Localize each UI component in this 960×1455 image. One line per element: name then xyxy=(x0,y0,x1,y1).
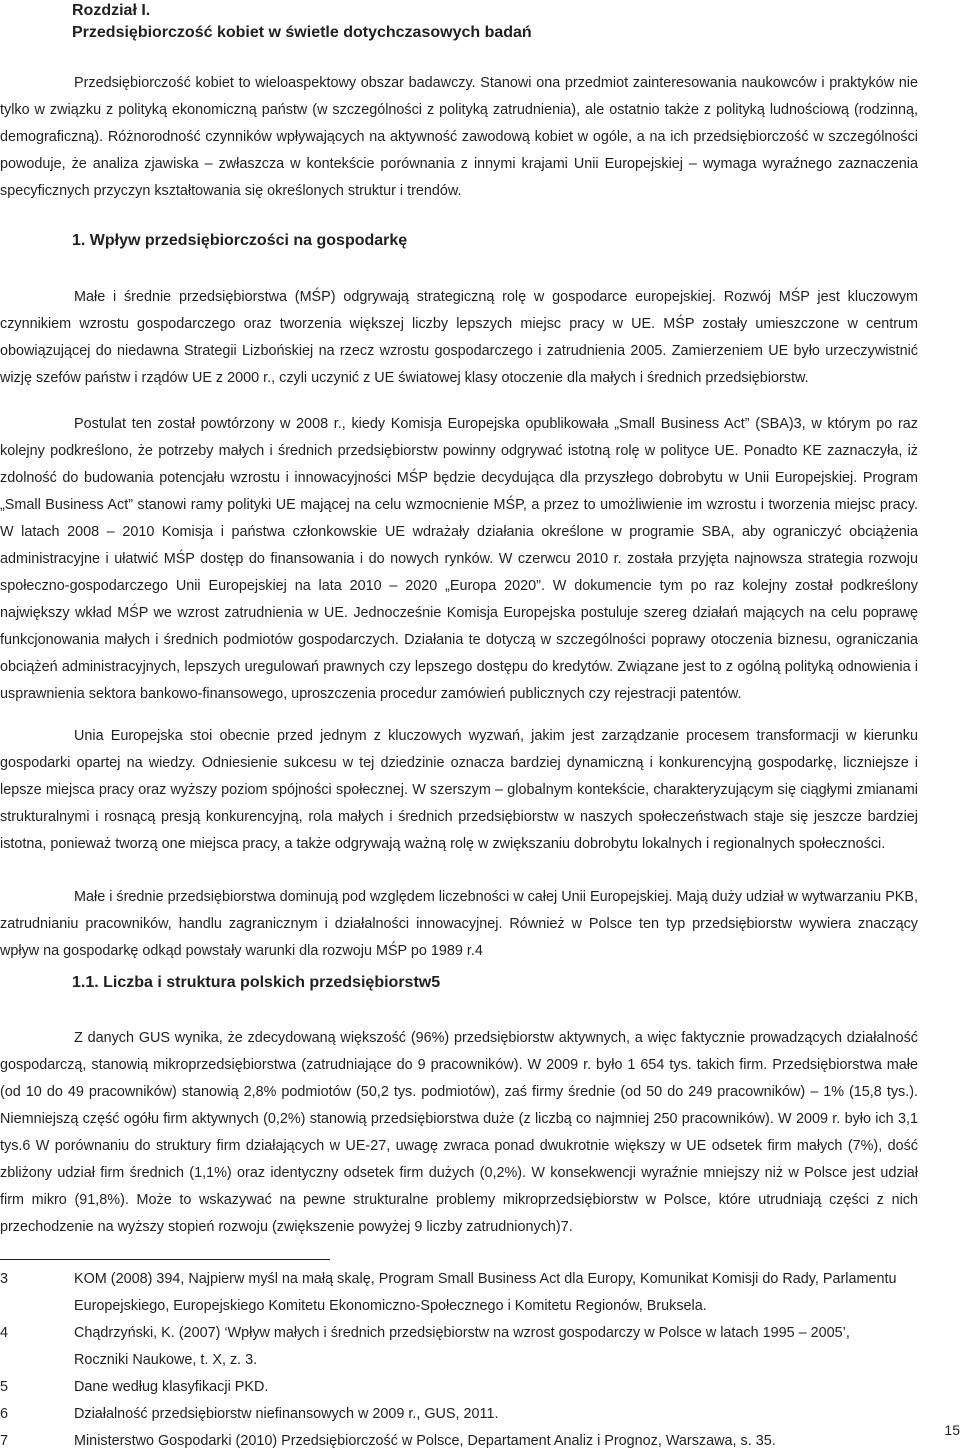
paragraph-challenge: Unia Europejska stoi obecnie przed jednym z kluczowych wyzwań, jakim jest zarządzanie procesem transformacji w kierunku gospodarki opartej na wiedzy. Odniesienie sukcesu w tej dziedzinie oznacza bardziej dynamiczną i konkurencyjną gospodarkę, liczniejsze i lepsze miejsca pracy oraz wyższy poziom spójności społecznej. W szerszym – globalnym kontekście, charakteryzującym się ciągłymi zmianami strukturalnymi i rosnącą presją konkurencyjną, rola małych i średnich przedsiębiorstw w naszych społeczeństwach staje się jeszcze bardziej istotna, ponieważ tworzą one miejsca pracy, a także odgrywają ważną rolę w zwiększaniu dobrobytu lokalnych i regionalnych społeczności. xyxy=(0,728,918,852)
footnote-text: KOM (2008) 394, Najpierw myśl na małą skalę, Program Small Business Act dla Europy, Komunikat Komisji do Rady, Parlamentu Europejskiego, Europejskiego Komitetu Ekonomiczno-Społecznego i Komitetu Regionów, Bruksela. xyxy=(74,1271,897,1314)
footnote-text: Działalność przedsiębiorstw niefinansowych w 2009 r., GUS, 2011. xyxy=(74,1406,499,1422)
footnote-number: 6 xyxy=(0,1406,9,1422)
paragraph-msp-role: Małe i średnie przedsiębiorstwa (MŚP) odgrywają strategiczną rolę w gospodarce europejskiej. Rozwój MŚP jest kluczowym czynnikiem wzrostu gospodarczego oraz tworzenia większej liczby lepszych miejsc pracy w UE. MŚP zostały umieszczone w centrum obowiązującej do niedawna Strategii Lizbońskiej na rzecz wzrostu gospodarczego i zatrudnienia 2005. Zamierzeniem UE było urzeczywistnić wizję szefów państw i rządów UE z 2000 r., czyli uczynić z UE światowej klasy otoczenie dla małych i średnich przedsiębiorstw. xyxy=(0,289,918,386)
footnote-number: 7 xyxy=(0,1433,9,1449)
chapter-title: Przedsiębiorczość kobiet w świetle dotychczasowych badań xyxy=(72,24,532,41)
footnote-number: 4 xyxy=(0,1325,9,1341)
paragraph-gus-data: Z danych GUS wynika, że zdecydowaną większość (96%) przedsiębiorstw aktywnych, a więc faktycznie prowadzących działalność gospodarczą, stanowią mikroprzedsiębiorstwa (zatrudniające do 9 pracowników). W 2009 r. było 1 654 tys. takich firm. Przedsiębiorstwa małe (od 10 do 49 pracowników) stanowią 2,8% podmiotów (50,2 tys. podmiotów), zaś firmy średnie (od 50 do 249 pracowników) – 1% (15,8 tys.). Niemniejszą część ogółu firm aktywnych (0,2%) stanowią przedsiębiorstwa duże (z liczbą co najmniej 250 pracowników). W 2009 r. było ich 3,1 tys.6 W porównaniu do struktury firm działających w UE-27, uwagę zwraca ponad dwukrotnie większy w UE odsetek firm małych (7%), dość zbliżony udział firm średnich (1,1%) oraz identyczny odsetek firm dużych (0,2%). W konsekwencji wyraźnie mniejszy niż w Polsce jest udział firm mikro (91,8%). Może to wskazywać na pewne strukturalne problemy mikroprzedsiębiorstw w Polsce, które utrudniają części z nich przechodzenie na wyższy stopień rozwoju (zwiększenie powyżej 9 liczby zatrudnionych)7. xyxy=(0,1030,918,1235)
section-heading-1-1: 1.1. Liczba i struktura polskich przedsiębiorstw5 xyxy=(72,974,441,991)
footnote-text: Ministerstwo Gospodarki (2010) Przedsiębiorczość w Polsce, Departament Analiz i Prognoz, Warszawa, s. 35. xyxy=(74,1433,776,1449)
footnote-number: 5 xyxy=(0,1379,9,1395)
footnote-number: 3 xyxy=(0,1271,9,1287)
footnote-item xyxy=(0,1266,900,1320)
chapter-label: Rozdział I. xyxy=(72,2,151,19)
paragraph-intro: Przedsiębiorczość kobiet to wieloaspektowy obszar badawczy. Stanowi ona przedmiot zainteresowania naukowców i praktyków nie tylko w związku z polityką ekonomiczną państw (w szczególności z polityką zatrudnienia), ale ostatnio także z polityką ludnościową (rodzinną, demograficzną). Różnorodność czynników wpływających na aktywność zawodową kobiet w ogóle, a na ich przedsiębiorczość w szczególności powoduje, że analiza zjawiska – zwłaszcza w kontekście porównania z innymi krajami Unii Europejskiej – wymaga wyraźnego zaznaczenia specyficznych przyczyn kształtowania się określonych struktur i trendów. xyxy=(0,75,918,199)
paragraph-sba: Postulat ten został powtórzony w 2008 r., kiedy Komisja Europejska opublikowała „Small Business Act” (SBA)3, w którym po raz kolejny podkreślono, że potrzeby małych i średnich przedsiębiorstw powinny odgrywać istotną rolę w polityce UE. Ponadto KE zaznaczyła, iż zdolność do budowania potencjału wzrostu i innowacyjności MŚP będzie decydująca dla przyszłego dobrobytu w Unii Europejskiej. Program „Small Business Act” stanowi ramy polityki UE mającej na celu wzmocnienie MŚP, a przez to umożliwienie im wzrostu i tworzenia miejsc pracy. W latach 2008 – 2010 Komisja i państwa członkowskie UE wdrażały działania określone w programie SBA, aby ograniczyć obciążenia administracyjne i ułatwić MŚP dostęp do finansowania i do nowych rynków. W czerwcu 2010 r. została przyjęta najnowsza strategia rozwoju społeczno-gospodarczego Unii Europejskiej na lata 2010 – 2020 „Europa 2020”. W dokumencie tym po raz kolejny został podkreślony największy wkład MŚP we wzrost zatrudnienia w UE. Jednocześnie Komisja Europejska postuluje szereg działań mających na celu poprawę funkcjonowania małych i średnich podmiotów gospodarczych. Działania te dotyczą w szczególności poprawy otoczenia biznesu, ograniczania obciążeń administracyjnych, lepszych uregulowań prawnych czy lepszego dostępu do kredytów. Związane jest to z ogólną polityką odnowienia i usprawnienia sektora bankowo-finansowego, uproszczenia procedur zamówień publicznych czy rejestracji patentów. xyxy=(0,416,918,702)
footnote-separator xyxy=(0,1259,330,1260)
footnote-item xyxy=(0,1428,900,1455)
footnote-text: Dane według klasyfikacji PKD. xyxy=(74,1379,269,1395)
paragraph-dominance: Małe i średnie przedsiębiorstwa dominują pod względem liczebności w całej Unii Europejskiej. Mają duży udział w wytwarzaniu PKB, zatrudnianiu pracowników, handlu zagranicznym i działalności innowacyjnej. Również w Polsce ten typ przedsiębiorstw wywiera znaczący wpływ na gospodarkę odkąd powstały warunki dla rozwoju MŚP po 1989 r.4 xyxy=(0,889,918,959)
page-number: 15 xyxy=(944,1422,960,1438)
footnote-item xyxy=(0,1374,900,1401)
section-heading-1: 1. Wpływ przedsiębiorczości na gospodarkę xyxy=(72,232,408,249)
footnote-item xyxy=(0,1320,900,1374)
footnote-text: Chądrzyński, K. (2007) ‘Wpływ małych i średnich przedsiębiorstw na wzrost gospodarczy w Polsce w latach 1995 – 2005’, Roczniki Naukowe, t. X, z. 3. xyxy=(74,1325,850,1368)
footnotes xyxy=(0,1266,900,1455)
footnote-item xyxy=(0,1401,900,1428)
